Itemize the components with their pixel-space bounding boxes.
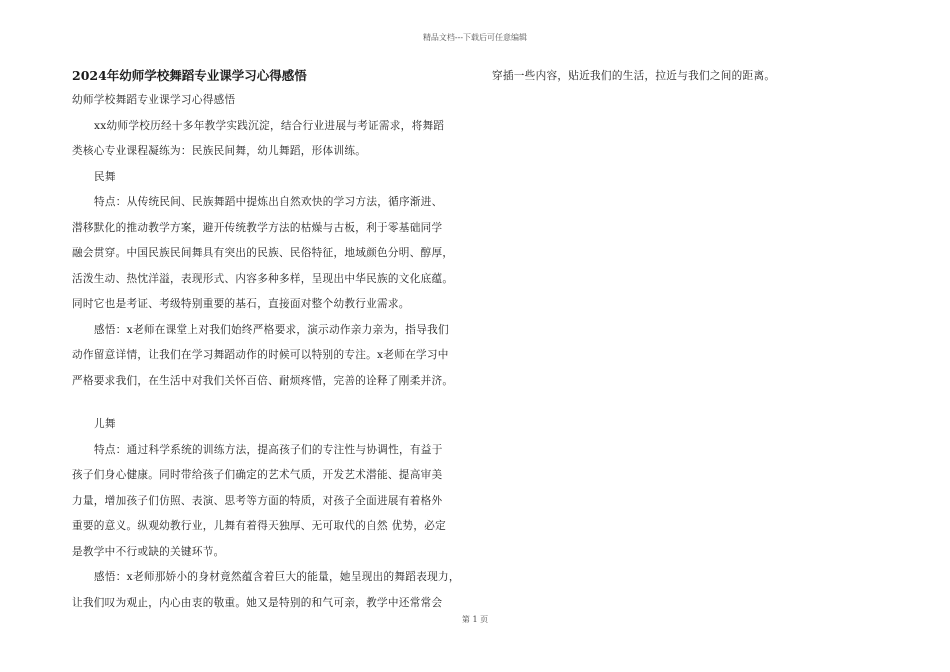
paragraph-line: 特点：通过科学系统的训练方法，提高孩子们的专注性与协调性，有益于 <box>94 443 443 456</box>
paragraph-line: 重要的意义。纵观幼教行业，儿舞有着得天独厚、无可取代的自然 优势，必定 <box>72 520 447 532</box>
section-heading-erwu: 儿舞 <box>94 418 116 430</box>
document-title: 2024年幼师学校舞蹈专业课学习心得感悟 <box>72 68 307 83</box>
paragraph-line: 严格要求我们，在生活中对我们关怀百倍、耐烦疼惜，完善的诠释了刚柔并济。 <box>72 374 454 387</box>
paragraph-line: 穿插一些内容，贴近我们的生活，拉近与我们之间的距离。 <box>492 70 776 82</box>
left-column <box>72 64 472 616</box>
paragraph-line: 同时它也是考证、考级特别重要的基石，直接面对整个幼教行业需求。 <box>72 298 410 310</box>
paragraph-line: 活泼生动、热忱洋溢，表现形式、内容多种多样，呈现出中华民族的文化底蕴。 <box>72 272 454 285</box>
paragraph-line: xx幼师学校历经十多年教学实践沉淀，结合行业进展与考证需求，将舞蹈 <box>94 119 445 132</box>
paragraph-line: 潜移默化的推动教学方案，避开传统教学方法的枯燥与古板，利于零基础同学 <box>72 221 443 234</box>
document-subtitle: 幼师学校舞蹈专业课学习心得感悟 <box>72 94 236 106</box>
page-header: 精品文档---下载后可任意编辑 <box>422 33 528 42</box>
paragraph-line: 类核心专业课程凝练为：民族民间舞，幼儿舞蹈，形体训练。 <box>72 145 367 157</box>
paragraph-line: 感悟：x老师那娇小的身材竟然蕴含着巨大的能量，她呈现出的舞蹈表现力， <box>94 571 460 583</box>
page-number: 第 1 页 <box>461 615 489 624</box>
paragraph-line: 感悟：x老师在课堂上对我们始终严格要求，演示动作亲力亲为，指导我们 <box>94 323 449 336</box>
paragraph-line: 动作留意详情，让我们在学习舞蹈动作的时候可以特别的专注。x老师在学习中 <box>72 349 449 361</box>
blank-spacer <box>72 394 472 412</box>
paragraph-line: 力量，增加孩子们仿照、表演、思考等方面的特质，对孩子全面进展有着格外 <box>72 494 443 507</box>
paragraph-line: 特点：从传统民间、民族舞蹈中提炼出自然欢快的学习方法，循序渐进、 <box>94 196 443 208</box>
section-heading-minwu: 民舞 <box>94 170 116 183</box>
paragraph-line: 孩子们身心健康。同时带给孩子们确定的艺术气质，开发艺术潜能、提高审美 <box>72 469 443 481</box>
right-column <box>492 64 892 90</box>
paragraph-line: 让我们叹为观止，内心由衷的敬重。她又是特别的和气可亲，教学中还常常会 <box>72 596 443 609</box>
paragraph-line: 是教学中不行或缺的关键环节。 <box>72 545 225 558</box>
paragraph-line: 融会贯穿。中国民族民间舞具有突出的民族、民俗特征，地域颜色分明、醇厚， <box>72 247 454 259</box>
